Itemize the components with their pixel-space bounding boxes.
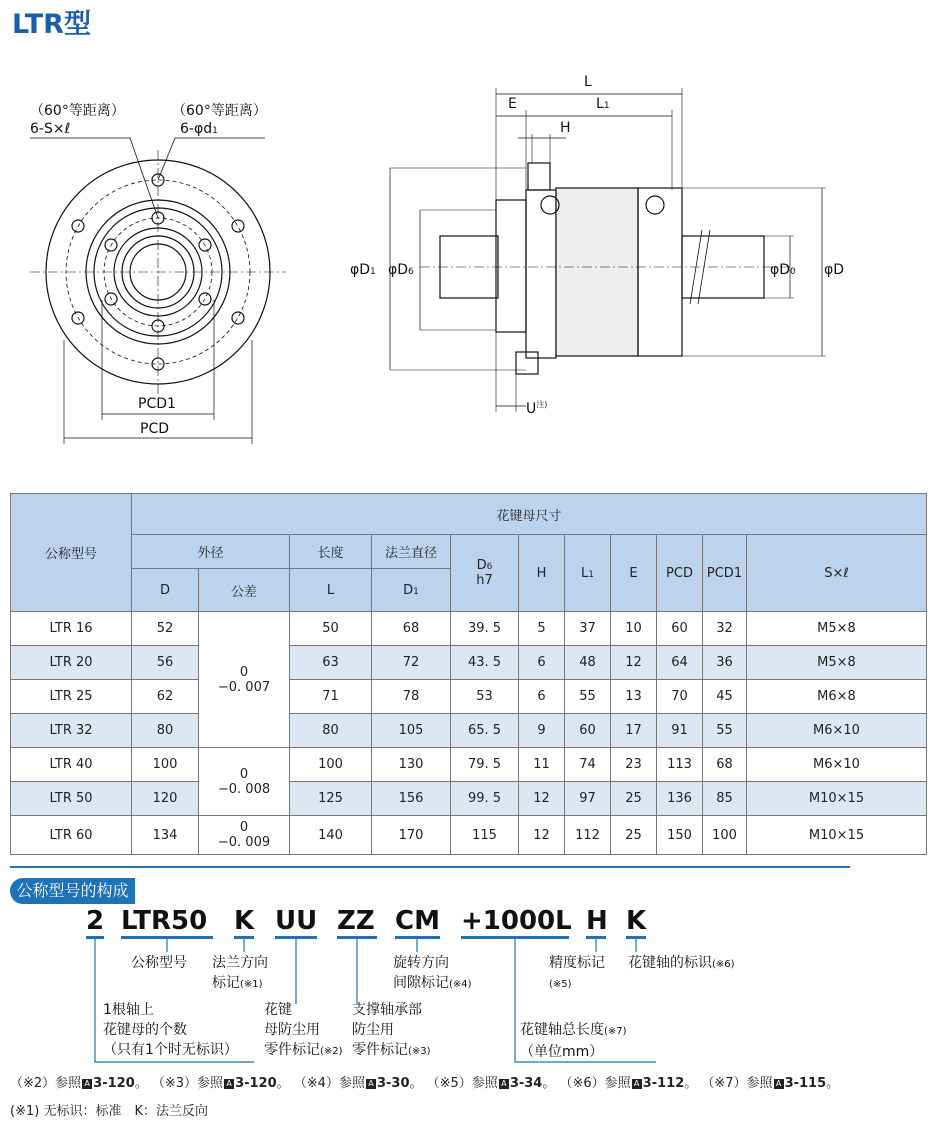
cell-E: 25 bbox=[611, 816, 657, 855]
cell-PCD1: 68 bbox=[703, 748, 747, 782]
col-PCD: PCD bbox=[657, 535, 703, 612]
code-support: ZZ bbox=[337, 906, 375, 936]
col-E: E bbox=[611, 535, 657, 612]
catalog-icon: A bbox=[774, 1079, 784, 1089]
cell-Sl: M6×10 bbox=[747, 714, 927, 748]
col-L1: L1 bbox=[565, 535, 611, 612]
lbl-model: 公称型号 bbox=[131, 955, 187, 971]
dim-U: U bbox=[526, 401, 537, 417]
svg-text:L1: L1 bbox=[596, 96, 610, 112]
code-rotation: CM bbox=[395, 906, 440, 936]
cell-E: 17 bbox=[611, 714, 657, 748]
lbl-support: 支撑轴承部 防尘用 零件标记(※3) bbox=[352, 1002, 431, 1058]
cell-D: 134 bbox=[132, 816, 199, 855]
cell-D1: 156 bbox=[372, 782, 451, 816]
dim-D6: φD bbox=[388, 262, 409, 278]
cell-model: LTR 60 bbox=[11, 816, 132, 855]
col-tol: 公差 bbox=[199, 569, 290, 612]
cell-PCD: 150 bbox=[657, 816, 703, 855]
cell-D1: 78 bbox=[372, 680, 451, 714]
left-thread-label: 6-S×ℓ bbox=[30, 121, 71, 137]
cell-D: 100 bbox=[132, 748, 199, 782]
cell-L1: 112 bbox=[565, 816, 611, 855]
cell-L1: 74 bbox=[565, 748, 611, 782]
code-model: LTR50 bbox=[121, 906, 208, 936]
cell-D6: 115 bbox=[451, 816, 519, 855]
col-D1: D1 bbox=[372, 569, 451, 612]
cell-D: 80 bbox=[132, 714, 199, 748]
lbl-precision: 精度标记 (※5) bbox=[549, 955, 605, 990]
cell-H: 9 bbox=[519, 714, 565, 748]
cell-model: LTR 16 bbox=[11, 612, 132, 646]
cell-D1: 105 bbox=[372, 714, 451, 748]
cell-Sl: M5×8 bbox=[747, 646, 927, 680]
svg-text:φD6: φD6 bbox=[388, 262, 414, 278]
svg-text:6-φd1: 6-φd1 bbox=[180, 121, 218, 137]
cell-D: 52 bbox=[132, 612, 199, 646]
references: （※2）参照 A 3-120。 （※3）参照 A 3-120。 （※4）参照 A 3-30。 （※5）参照 A 3-34。 （※6）参照 A 3-112。 （※7）参照 A 3-115。 bbox=[10, 1076, 840, 1091]
cell-PCD1: 45 bbox=[703, 680, 747, 714]
section-heading: 公称型号的构成例 bbox=[10, 878, 135, 904]
cell-D1: 72 bbox=[372, 646, 451, 680]
cell-D6: 53 bbox=[451, 680, 519, 714]
cell-model: LTR 40 bbox=[11, 748, 132, 782]
catalog-icon: A bbox=[366, 1079, 376, 1089]
col-PCD1: PCD1 bbox=[703, 535, 747, 612]
lbl-qty: 1根轴上 花键母的个数 （只有1个时无标识） bbox=[103, 1002, 238, 1058]
cell-D1: 68 bbox=[372, 612, 451, 646]
cell-D1: 130 bbox=[372, 748, 451, 782]
cell-PCD: 113 bbox=[657, 748, 703, 782]
cell-D6: 43. 5 bbox=[451, 646, 519, 680]
cell-Sl: M6×10 bbox=[747, 748, 927, 782]
cell-PCD: 136 bbox=[657, 782, 703, 816]
col-D: D bbox=[132, 569, 199, 612]
svg-text:U注): $U^{注)}$ bbox=[526, 400, 548, 417]
cell-tolerance: 0 −0. 008 bbox=[199, 748, 290, 816]
dim-D: φD bbox=[824, 262, 845, 278]
dim-D0: φD bbox=[770, 262, 791, 278]
right-hole-label: 6-φd bbox=[180, 121, 213, 137]
code-shaft: K bbox=[626, 906, 647, 936]
catalog-icon: A bbox=[224, 1079, 234, 1089]
length-header: 长度 bbox=[290, 535, 372, 569]
cell-H: 12 bbox=[519, 816, 565, 855]
svg-text:φD1: φD1 bbox=[350, 262, 376, 278]
model-header: 公称型号 bbox=[11, 494, 132, 612]
cell-PCD: 64 bbox=[657, 646, 703, 680]
cell-L: 80 bbox=[290, 714, 372, 748]
cell-Sl: M10×15 bbox=[747, 782, 927, 816]
cell-D6: 39. 5 bbox=[451, 612, 519, 646]
cell-model: LTR 32 bbox=[11, 714, 132, 748]
cell-H: 11 bbox=[519, 748, 565, 782]
pcd-label: PCD bbox=[140, 421, 169, 437]
dim-L1: L bbox=[596, 96, 604, 112]
cell-PCD1: 100 bbox=[703, 816, 747, 855]
cell-L1: 97 bbox=[565, 782, 611, 816]
cell-L1: 55 bbox=[565, 680, 611, 714]
col-H: H bbox=[519, 535, 565, 612]
cell-PCD: 91 bbox=[657, 714, 703, 748]
cell-L: 140 bbox=[290, 816, 372, 855]
col-L: L bbox=[290, 569, 372, 612]
catalog-icon: A bbox=[82, 1079, 92, 1089]
lbl-rotation: 旋转方向 间隙标记(※4) bbox=[393, 955, 472, 991]
dim-D1: φD bbox=[350, 262, 371, 278]
flange-header: 法兰直径 bbox=[372, 535, 451, 569]
cell-D6: 99. 5 bbox=[451, 782, 519, 816]
lbl-seal: 花键 母防尘用 零件标记(※2) bbox=[264, 1002, 343, 1058]
cell-PCD: 70 bbox=[657, 680, 703, 714]
catalog-icon: A bbox=[632, 1079, 642, 1089]
cell-Sl: M6×8 bbox=[747, 680, 927, 714]
lbl-flange: 法兰方向 标记(※1) bbox=[212, 955, 268, 991]
cell-model: LTR 20 bbox=[11, 646, 132, 680]
dim-H: H bbox=[560, 120, 571, 136]
cell-D: 120 bbox=[132, 782, 199, 816]
cell-D: 62 bbox=[132, 680, 199, 714]
cell-Sl: M5×8 bbox=[747, 612, 927, 646]
cell-L: 125 bbox=[290, 782, 372, 816]
cell-L: 71 bbox=[290, 680, 372, 714]
cell-H: 6 bbox=[519, 680, 565, 714]
cell-H: 6 bbox=[519, 646, 565, 680]
code-precision: H bbox=[586, 906, 608, 936]
cell-E: 23 bbox=[611, 748, 657, 782]
cell-H: 5 bbox=[519, 612, 565, 646]
cell-PCD1: 85 bbox=[703, 782, 747, 816]
cell-L: 100 bbox=[290, 748, 372, 782]
cell-L1: 60 bbox=[565, 714, 611, 748]
cell-PCD1: 55 bbox=[703, 714, 747, 748]
code-flange: K bbox=[234, 906, 255, 936]
cell-PCD1: 36 bbox=[703, 646, 747, 680]
catalog-icon: A bbox=[499, 1079, 509, 1089]
lbl-shaft: 花键轴的标识(※6) bbox=[628, 955, 735, 971]
group-header: 花键母尺寸 bbox=[132, 494, 927, 535]
note-1: (※1) 无标识：标准 K：法兰反向 bbox=[10, 1104, 208, 1119]
cell-E: 10 bbox=[611, 612, 657, 646]
cell-model: LTR 25 bbox=[11, 680, 132, 714]
cell-PCD1: 32 bbox=[703, 612, 747, 646]
code-length: +1000L bbox=[461, 906, 572, 936]
cell-E: 13 bbox=[611, 680, 657, 714]
cell-model: LTR 50 bbox=[11, 782, 132, 816]
cell-D6: 79. 5 bbox=[451, 748, 519, 782]
cell-PCD: 60 bbox=[657, 612, 703, 646]
cell-L: 50 bbox=[290, 612, 372, 646]
cell-E: 25 bbox=[611, 782, 657, 816]
cell-tolerance: 0 −0. 009 bbox=[199, 816, 290, 855]
col-D6: D6 h7 bbox=[451, 535, 519, 612]
cell-L1: 48 bbox=[565, 646, 611, 680]
code-qty: 2 bbox=[86, 906, 105, 936]
left-angle-label: （60°等距离） bbox=[30, 103, 125, 119]
code-seal: UU bbox=[275, 906, 318, 936]
cell-D1: 170 bbox=[372, 816, 451, 855]
svg-text:φD0: φD0 bbox=[770, 262, 796, 278]
cell-H: 12 bbox=[519, 782, 565, 816]
cell-Sl: M10×15 bbox=[747, 816, 927, 855]
cell-E: 12 bbox=[611, 646, 657, 680]
lbl-length: 花键轴总长度(※7) （单位mm） bbox=[520, 1022, 627, 1060]
cell-D6: 65. 5 bbox=[451, 714, 519, 748]
dim-L: L bbox=[584, 74, 592, 90]
cell-L: 63 bbox=[290, 646, 372, 680]
cell-L1: 37 bbox=[565, 612, 611, 646]
pcd1-label: PCD1 bbox=[138, 396, 176, 412]
col-Sl: S×ℓ bbox=[747, 535, 927, 612]
cell-tolerance: 0 −0. 007 bbox=[199, 612, 290, 748]
page-title: LTR型 bbox=[12, 9, 91, 40]
dim-E: E bbox=[508, 96, 517, 112]
outer-header: 外径 bbox=[132, 535, 290, 569]
cell-D: 56 bbox=[132, 646, 199, 680]
right-angle-label: （60°等距离） bbox=[172, 103, 267, 119]
